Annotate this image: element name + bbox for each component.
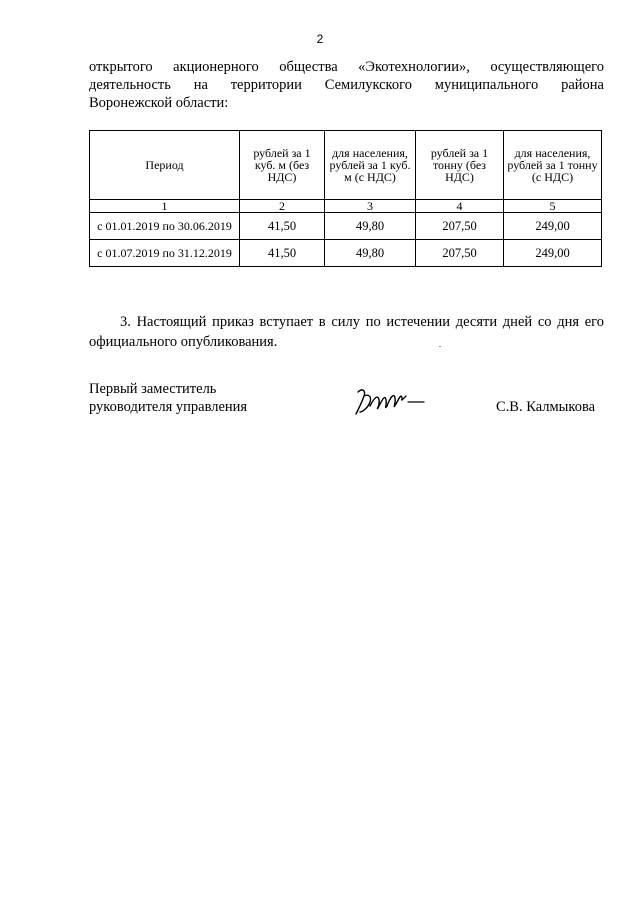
row-value: 41,50 bbox=[240, 240, 325, 267]
scan-speck bbox=[439, 346, 441, 347]
clause-line-2: официального опубликования. bbox=[89, 334, 278, 350]
row-value: 49,80 bbox=[325, 213, 416, 240]
header-pop-rub-per-m3-vat: для населения, рублей за 1 куб. м (с НДС) bbox=[325, 131, 416, 200]
clause-line-1: 3. Настоящий приказ вступает в силу по истечении десяти дней со дня его bbox=[120, 314, 604, 330]
row-value: 49,80 bbox=[325, 240, 416, 267]
table-header-row bbox=[90, 131, 602, 200]
row-value: 249,00 bbox=[504, 240, 602, 267]
signatory-title-line-2: руководителя управления bbox=[89, 399, 248, 415]
row-value: 207,50 bbox=[416, 213, 504, 240]
tariff-table bbox=[89, 130, 602, 267]
column-number: 4 bbox=[416, 200, 504, 213]
signatory-title bbox=[89, 380, 247, 416]
signatory-name: С.В. Калмыкова bbox=[496, 399, 596, 415]
column-number: 2 bbox=[240, 200, 325, 213]
header-rub-per-m3-no-vat: рублей за 1 куб. м (без НДС) bbox=[240, 131, 325, 200]
row-value: 207,50 bbox=[416, 240, 504, 267]
table-row bbox=[90, 240, 602, 267]
clause-3-paragraph bbox=[89, 312, 604, 352]
header-pop-rub-per-ton-vat: для населения, рублей за 1 тонну (с НДС) bbox=[504, 131, 602, 200]
intro-line-3: Воронежской области: bbox=[89, 95, 229, 111]
column-number: 1 bbox=[90, 200, 240, 213]
row-value: 249,00 bbox=[504, 213, 602, 240]
table-row bbox=[90, 213, 602, 240]
header-period: Период bbox=[90, 131, 240, 200]
row-value: 41,50 bbox=[240, 213, 325, 240]
column-number: 3 bbox=[325, 200, 416, 213]
intro-line-1: открытого акционерного общества «Экотехнологии», осуществляющего bbox=[89, 59, 604, 75]
column-number: 5 bbox=[504, 200, 602, 213]
page-number: 2 bbox=[316, 32, 324, 46]
row-period: с 01.01.2019 по 30.06.2019 bbox=[90, 213, 240, 240]
intro-line-2: деятельность на территории Семилукского муниципального района bbox=[89, 77, 604, 93]
signatory-title-line-1: Первый заместитель bbox=[89, 381, 217, 397]
handwritten-signature bbox=[352, 384, 432, 420]
row-period: с 01.07.2019 по 31.12.2019 bbox=[90, 240, 240, 267]
intro-paragraph bbox=[89, 58, 604, 112]
table-column-numbers-row bbox=[90, 200, 602, 213]
header-rub-per-ton-no-vat: рублей за 1 тонну (без НДС) bbox=[416, 131, 504, 200]
